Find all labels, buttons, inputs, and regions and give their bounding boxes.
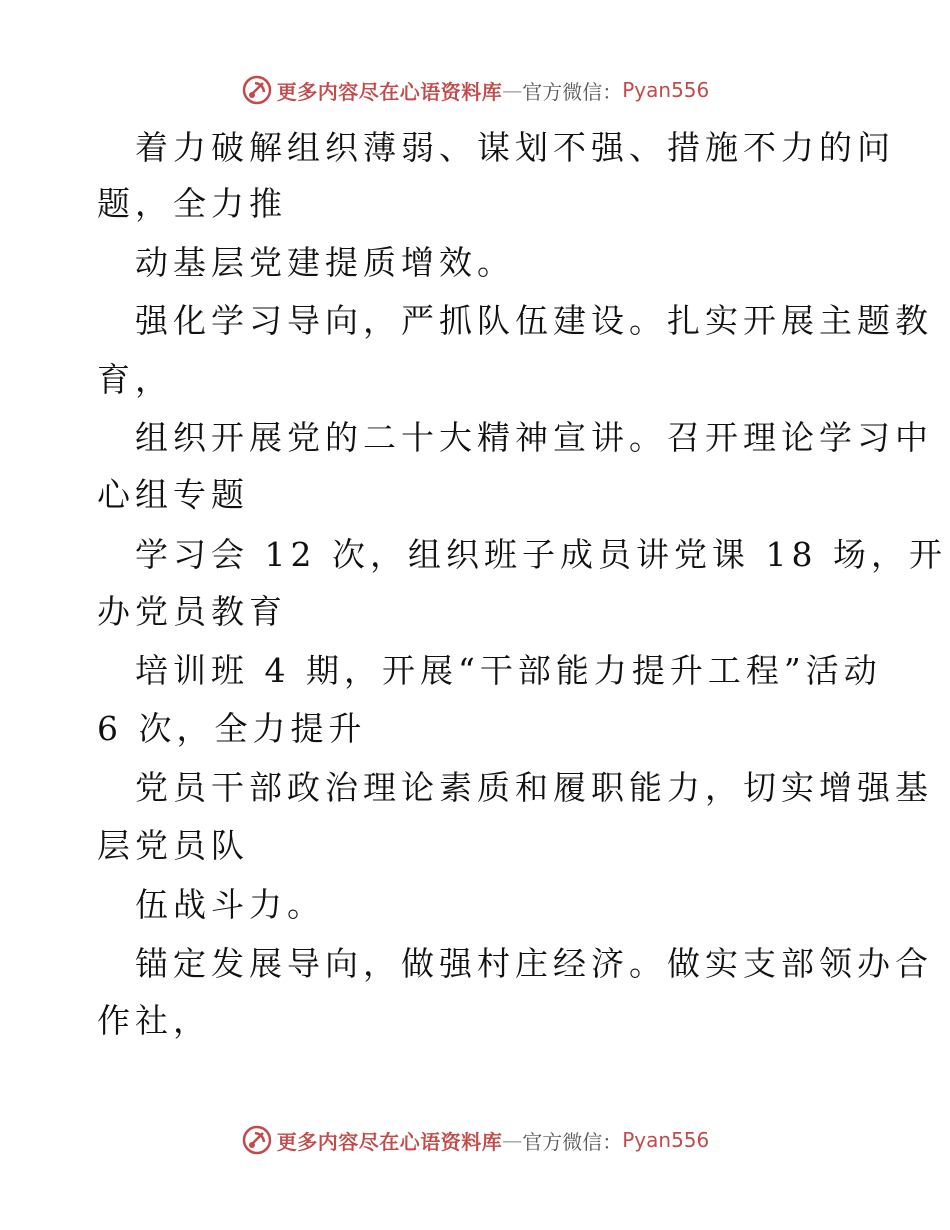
paragraph-line: 育， — [97, 360, 173, 399]
watermark-separator: — — [502, 1128, 523, 1152]
logo-icon — [241, 74, 273, 106]
paragraph-line: 党员干部政治理论素质和履职能力，切实增强基 — [135, 768, 933, 807]
paragraph-line: 题，全力推 — [97, 184, 287, 223]
paragraph-line: 作社， — [97, 1001, 211, 1040]
paragraph-line: 强化学习导向，严抓队伍建设。扎实开展主题教 — [135, 301, 933, 340]
paragraph-line: 学习会 12 次，组织班子成员讲党课 18 场，开 — [135, 535, 947, 574]
watermark-brand: 更多内容尽在心语资料库 — [276, 1129, 503, 1154]
paragraph-line: 培训班 4 期，开展“干部能力提升工程”活动 — [135, 651, 882, 690]
watermark-label: 官方微信： — [522, 79, 623, 104]
watermark-separator: — — [502, 78, 523, 102]
paragraph-line: 心组专题 — [97, 475, 249, 514]
paragraph-line: 办党员教育 — [97, 592, 287, 631]
watermark-brand: 更多内容尽在心语资料库 — [276, 79, 503, 104]
paragraph-line: 组织开展党的二十大精神宣讲。召开理论学习中 — [135, 418, 933, 457]
paragraph-line: 锚定发展导向，做强村庄经济。做实支部领办合 — [135, 944, 933, 983]
watermark-account: Pyan556 — [622, 78, 710, 102]
footer-watermark — [0, 1120, 950, 1160]
watermark-account: Pyan556 — [622, 1128, 710, 1152]
paragraph-line: 层党员队 — [97, 826, 249, 865]
logo-icon — [241, 1124, 273, 1156]
paragraph-line: 动基层党建提质增效。 — [135, 243, 515, 282]
paragraph-line: 6 次，全力提升 — [97, 709, 367, 748]
watermark-label: 官方微信： — [522, 1129, 623, 1154]
header-watermark — [0, 70, 950, 110]
paragraph-line: 伍战斗力。 — [135, 885, 325, 924]
paragraph-line: 着力破解组织薄弱、谋划不强、措施不力的问 — [135, 128, 895, 167]
